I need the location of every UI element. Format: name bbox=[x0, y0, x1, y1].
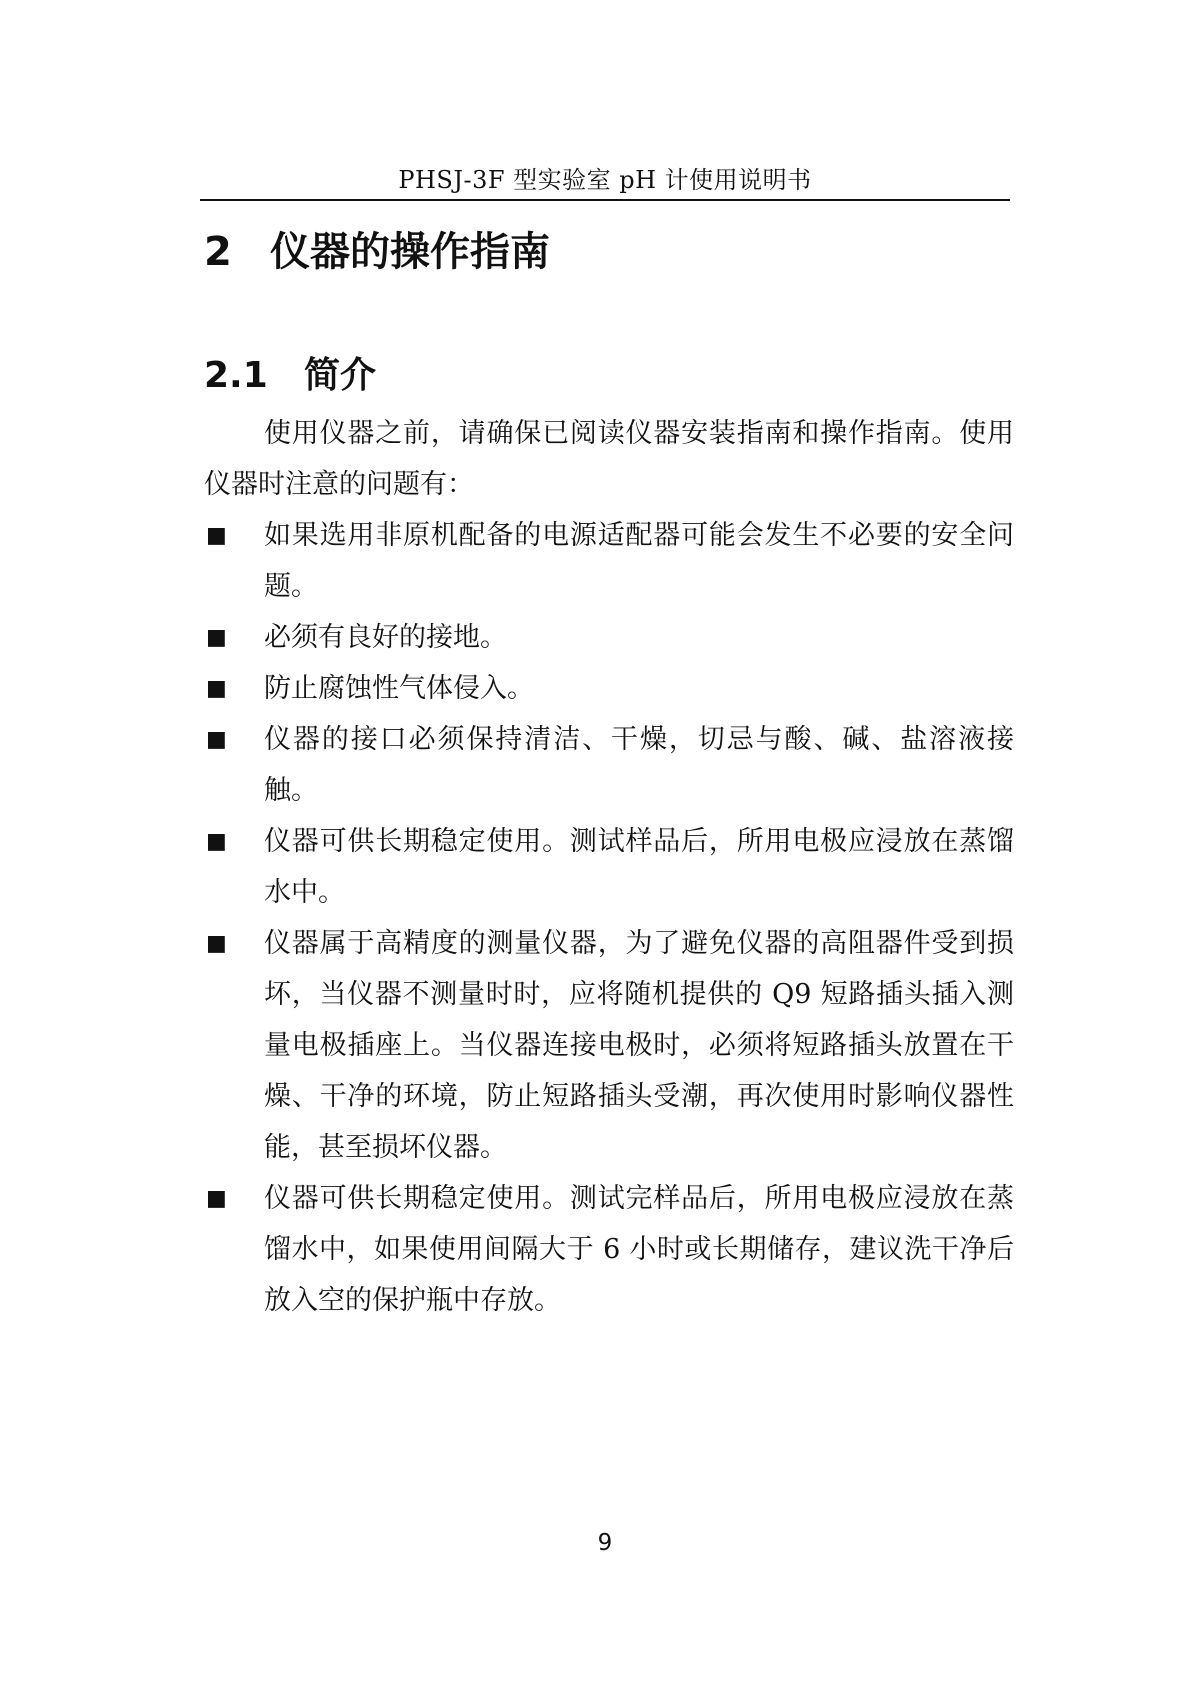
list-item bbox=[204, 918, 1014, 1173]
list-item bbox=[204, 612, 1014, 663]
body-content bbox=[204, 408, 1014, 1326]
list-item bbox=[204, 510, 1014, 612]
list-item-text: 仪器的接口必须保持清洁、干燥，切忌与酸、碱、盐溶液接触。 bbox=[264, 724, 1014, 806]
list-item bbox=[204, 1173, 1014, 1326]
bullet-square-icon: ■ bbox=[206, 625, 227, 650]
chapter-title: 仪器的操作指南 bbox=[270, 229, 550, 275]
list-item-text: 如果选用非原机配备的电源适配器可能会发生不必要的安全问题。 bbox=[264, 520, 1014, 602]
list-item-text: 必须有良好的接地。 bbox=[264, 622, 507, 653]
section-heading bbox=[204, 348, 1004, 404]
list-item-text: 仪器属于高精度的测量仪器，为了避免仪器的高阻器件受到损坏，当仪器不测量时时，应将随机提供的 Q9 短路插头插入测量电极插座上。当仪器连接电极时，必须将短路插头放置在干燥、干净的环境，防止短路插头受潮，再次使用时影响仪器性能，甚至损坏仪器。 bbox=[264, 928, 1014, 1163]
section-number: 2.1 bbox=[204, 355, 268, 396]
section-title: 简介 bbox=[304, 355, 377, 396]
intro-paragraph: 使用仪器之前，请确保已阅读仪器安装指南和操作指南。使用仪器时注意的问题有： bbox=[204, 418, 1014, 500]
bullet-square-icon: ■ bbox=[206, 1186, 227, 1211]
list-item bbox=[204, 714, 1014, 816]
header-divider bbox=[200, 199, 1010, 201]
list-item bbox=[204, 816, 1014, 918]
list-item bbox=[204, 663, 1014, 714]
bullet-square-icon: ■ bbox=[206, 523, 227, 548]
bullet-square-icon: ■ bbox=[206, 727, 227, 752]
bullet-square-icon: ■ bbox=[206, 931, 227, 956]
bullet-square-icon: ■ bbox=[206, 829, 227, 854]
page-number: 9 bbox=[597, 1530, 613, 1556]
bullet-square-icon: ■ bbox=[206, 676, 227, 701]
chapter-heading bbox=[204, 220, 1004, 284]
list-item-text: 仪器可供长期稳定使用。测试样品后，所用电极应浸放在蒸馏水中。 bbox=[264, 826, 1014, 908]
page-header-title: PHSJ-3F 型实验室 pH 计使用说明书 bbox=[398, 166, 812, 194]
chapter-number: 2 bbox=[204, 229, 232, 275]
list-item-text: 防止腐蚀性气体侵入。 bbox=[264, 673, 534, 704]
precautions-list bbox=[204, 510, 1014, 1326]
list-item-text: 仪器可供长期稳定使用。测试完样品后，所用电极应浸放在蒸馏水中，如果使用间隔大于 6 小时或长期储存，建议洗干净后放入空的保护瓶中存放。 bbox=[264, 1183, 1014, 1316]
